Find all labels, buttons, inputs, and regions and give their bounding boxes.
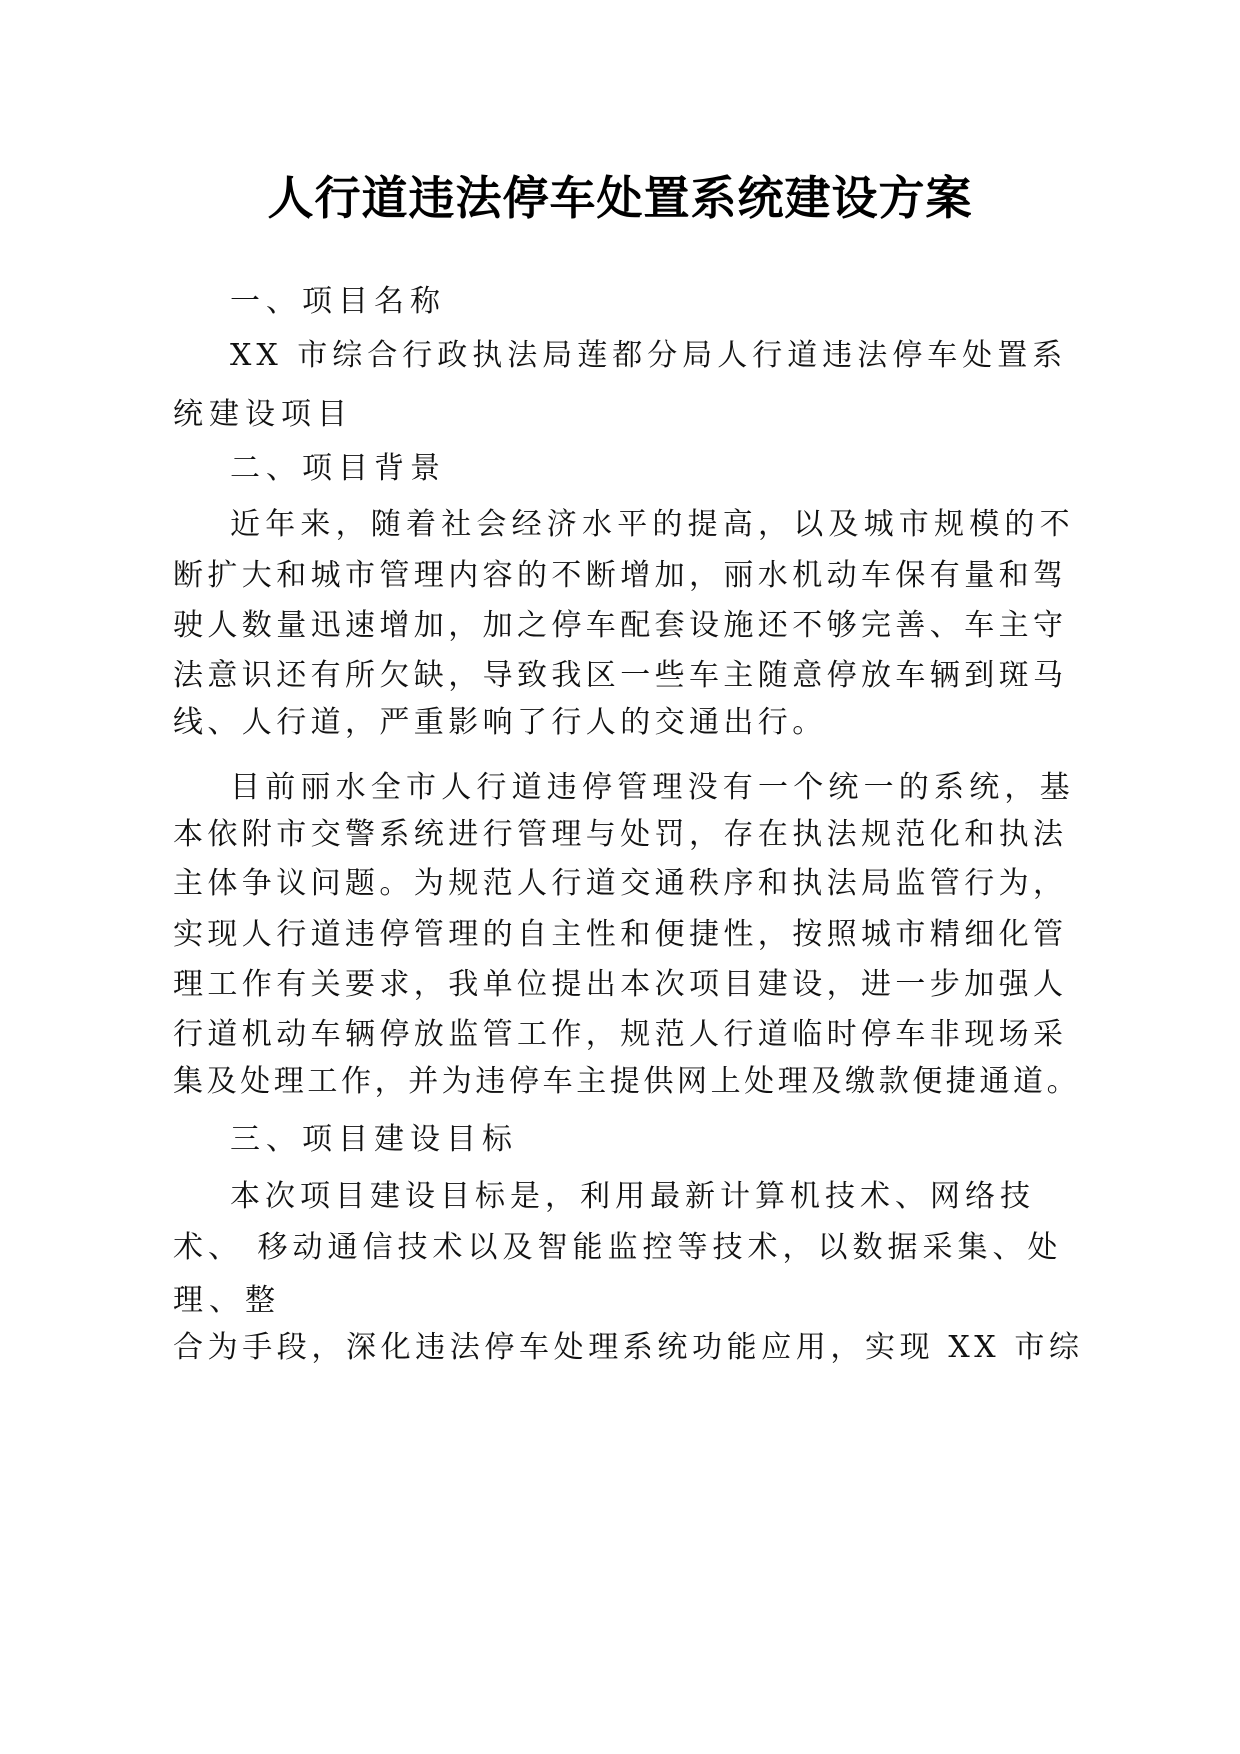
paragraph-line: XX 市综合行政执法局莲都分局人行道违法停车处置系 xyxy=(230,338,1068,373)
paragraph-line: 统建设项目 xyxy=(173,397,353,432)
paragraph-line: 本次项目建设目标是，利用最新计算机技术、网络技 xyxy=(230,1179,1035,1214)
paragraph-line: 法意识还有所欠缺，导致我区一些车主随意停放车辆到斑马 xyxy=(173,658,1068,693)
paragraph-line: 集及处理工作，并为违停车主提供网上处理及缴款便捷通道。 xyxy=(173,1064,1081,1099)
paragraph-line: 驶人数量迅速增加，加之停车配套设施还不够完善、车主守 xyxy=(173,608,1068,643)
paragraph-line: 行道机动车辆停放监管工作，规范人行道临时停车非现场采 xyxy=(173,1017,1068,1052)
heading-project-goals: 三、项目建设目标 xyxy=(230,1122,518,1157)
heading-project-name: 一、项目名称 xyxy=(230,284,446,319)
paragraph-line: 合为手段，深化违法停车处理系统功能应用，实现 XX 市综 xyxy=(173,1330,1084,1365)
paragraph-line: 断扩大和城市管理内容的不断增加，丽水机动车保有量和驾 xyxy=(173,558,1068,593)
heading-project-background: 二、项目背景 xyxy=(230,451,446,486)
paragraph-line: 实现人行道违停管理的自主性和便捷性，按照城市精细化管 xyxy=(173,917,1068,952)
paragraph-line: 线、人行道，严重影响了行人的交通出行。 xyxy=(173,705,827,740)
paragraph-line: 本依附市交警系统进行管理与处罚，存在执法规范化和执法 xyxy=(173,817,1068,852)
paragraph-line: 术、 移动通信技术以及智能监控等技术，以数据采集、处 xyxy=(173,1230,1063,1265)
document-title: 人行道违法停车处置系统建设方案 xyxy=(267,171,973,225)
paragraph-line: 理工作有关要求，我单位提出本次项目建设，进一步加强人 xyxy=(173,967,1068,1002)
paragraph-line: 近年来，随着社会经济水平的提高，以及城市规模的不 xyxy=(230,507,1075,542)
paragraph-line: 目前丽水全市人行道违停管理没有一个统一的系统，基 xyxy=(230,770,1075,805)
paragraph-line: 主体争议问题。为规范人行道交通秩序和执法局监管行为， xyxy=(173,866,1068,901)
paragraph-line: 理、整 xyxy=(173,1283,281,1318)
